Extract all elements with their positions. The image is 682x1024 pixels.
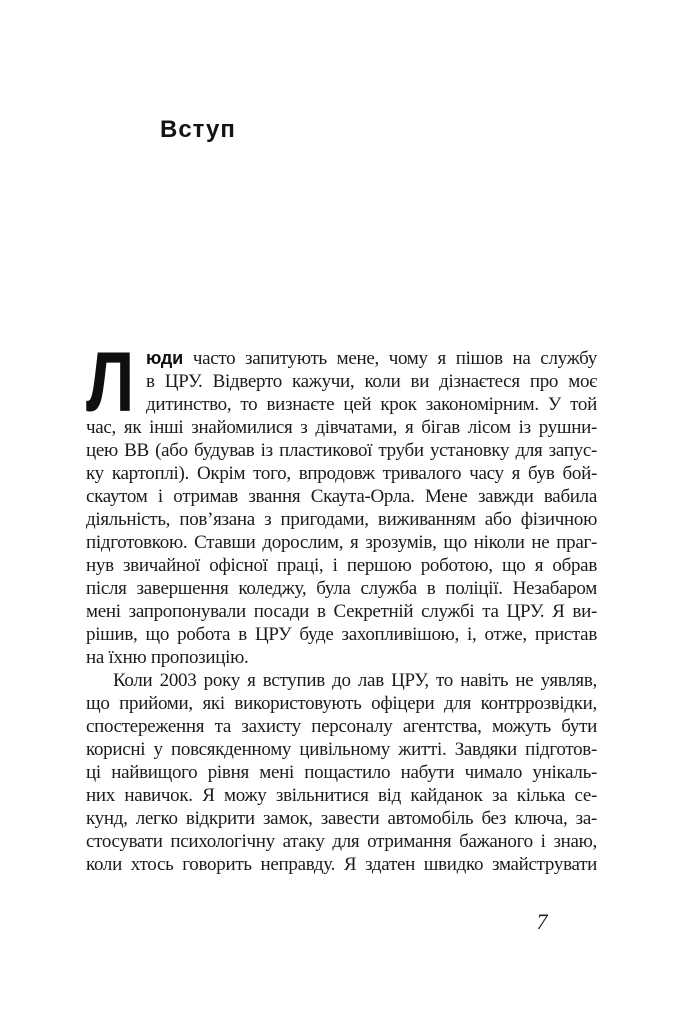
page-number: 7 <box>536 909 548 934</box>
text-line: діяльність, пов’язана з пригодами, виживанням або фізичною <box>86 509 597 530</box>
chapter-title: Вступ <box>160 116 236 143</box>
text-line: ку картоплі). Окрім того, впродовж тривалого часу я був бой- <box>86 463 597 484</box>
text-line: дитинство, то визнаєте цей крок закономірним. У той <box>146 394 597 415</box>
text-line: час, як інші знайомилися з дівчатами, я бігав лісом із рушни- <box>86 417 597 438</box>
body-text <box>86 335 597 876</box>
text-line: після завершення коледжу, була служба в поліції. Незабаром <box>86 578 597 599</box>
text-line-content: часто запитують мене, чому я пішов на службу <box>192 348 597 369</box>
text-line: скаутом і отримав звання Скаута-Орла. Мене завжди вабила <box>86 486 597 507</box>
text-line: цею BB (або будував із пластикової труби установку для запус- <box>86 440 597 461</box>
text-line: кунд, легко відкрити замок, завести автомобіль без ключа, за- <box>86 808 597 829</box>
text-line: коли хтось говорить неправду. Я здатен швидко змайструвати <box>86 854 597 875</box>
text-line: на їхню пропозицію. <box>86 647 249 668</box>
text-line: мені запропонували посади в Секретній службі та ЦРУ. Я ви- <box>86 601 597 622</box>
text-line: ці найвищого рівня мені пощастило набути чимало унікаль- <box>86 762 597 783</box>
text-line: що прийоми, які використовують офіцери для контррозвідки, <box>86 693 597 714</box>
text-line: рішив, що робота в ЦРУ буде захопливішою, і, отже, пристав <box>86 624 597 645</box>
lead-word: юди <box>146 348 184 368</box>
text-line: нув звичайної офісної праці, і першою роботою, що я обрав <box>86 555 597 576</box>
text-line: підготовкою. Ставши дорослим, я зрозумів, що ніколи не праг- <box>86 532 597 553</box>
dropcap-letter: Л <box>86 335 135 429</box>
text-line: них навичок. Я можу звільнитися від кайданок за кілька се- <box>86 785 597 806</box>
text-line: стосувати психологічну атаку для отримання бажаного і знаю, <box>86 831 597 852</box>
text-line: Коли 2003 року я вступив до лав ЦРУ, то навіть не уявляв, <box>113 670 597 691</box>
text-line: корисні у повсякденному цивільному житті. Завдяки підготов- <box>86 739 597 760</box>
text-line: в ЦРУ. Відверто кажучи, коли ви дізнаєтеся про моє <box>146 371 597 392</box>
text-line: спостереження та захисту персоналу агентства, можуть бути <box>86 716 597 737</box>
